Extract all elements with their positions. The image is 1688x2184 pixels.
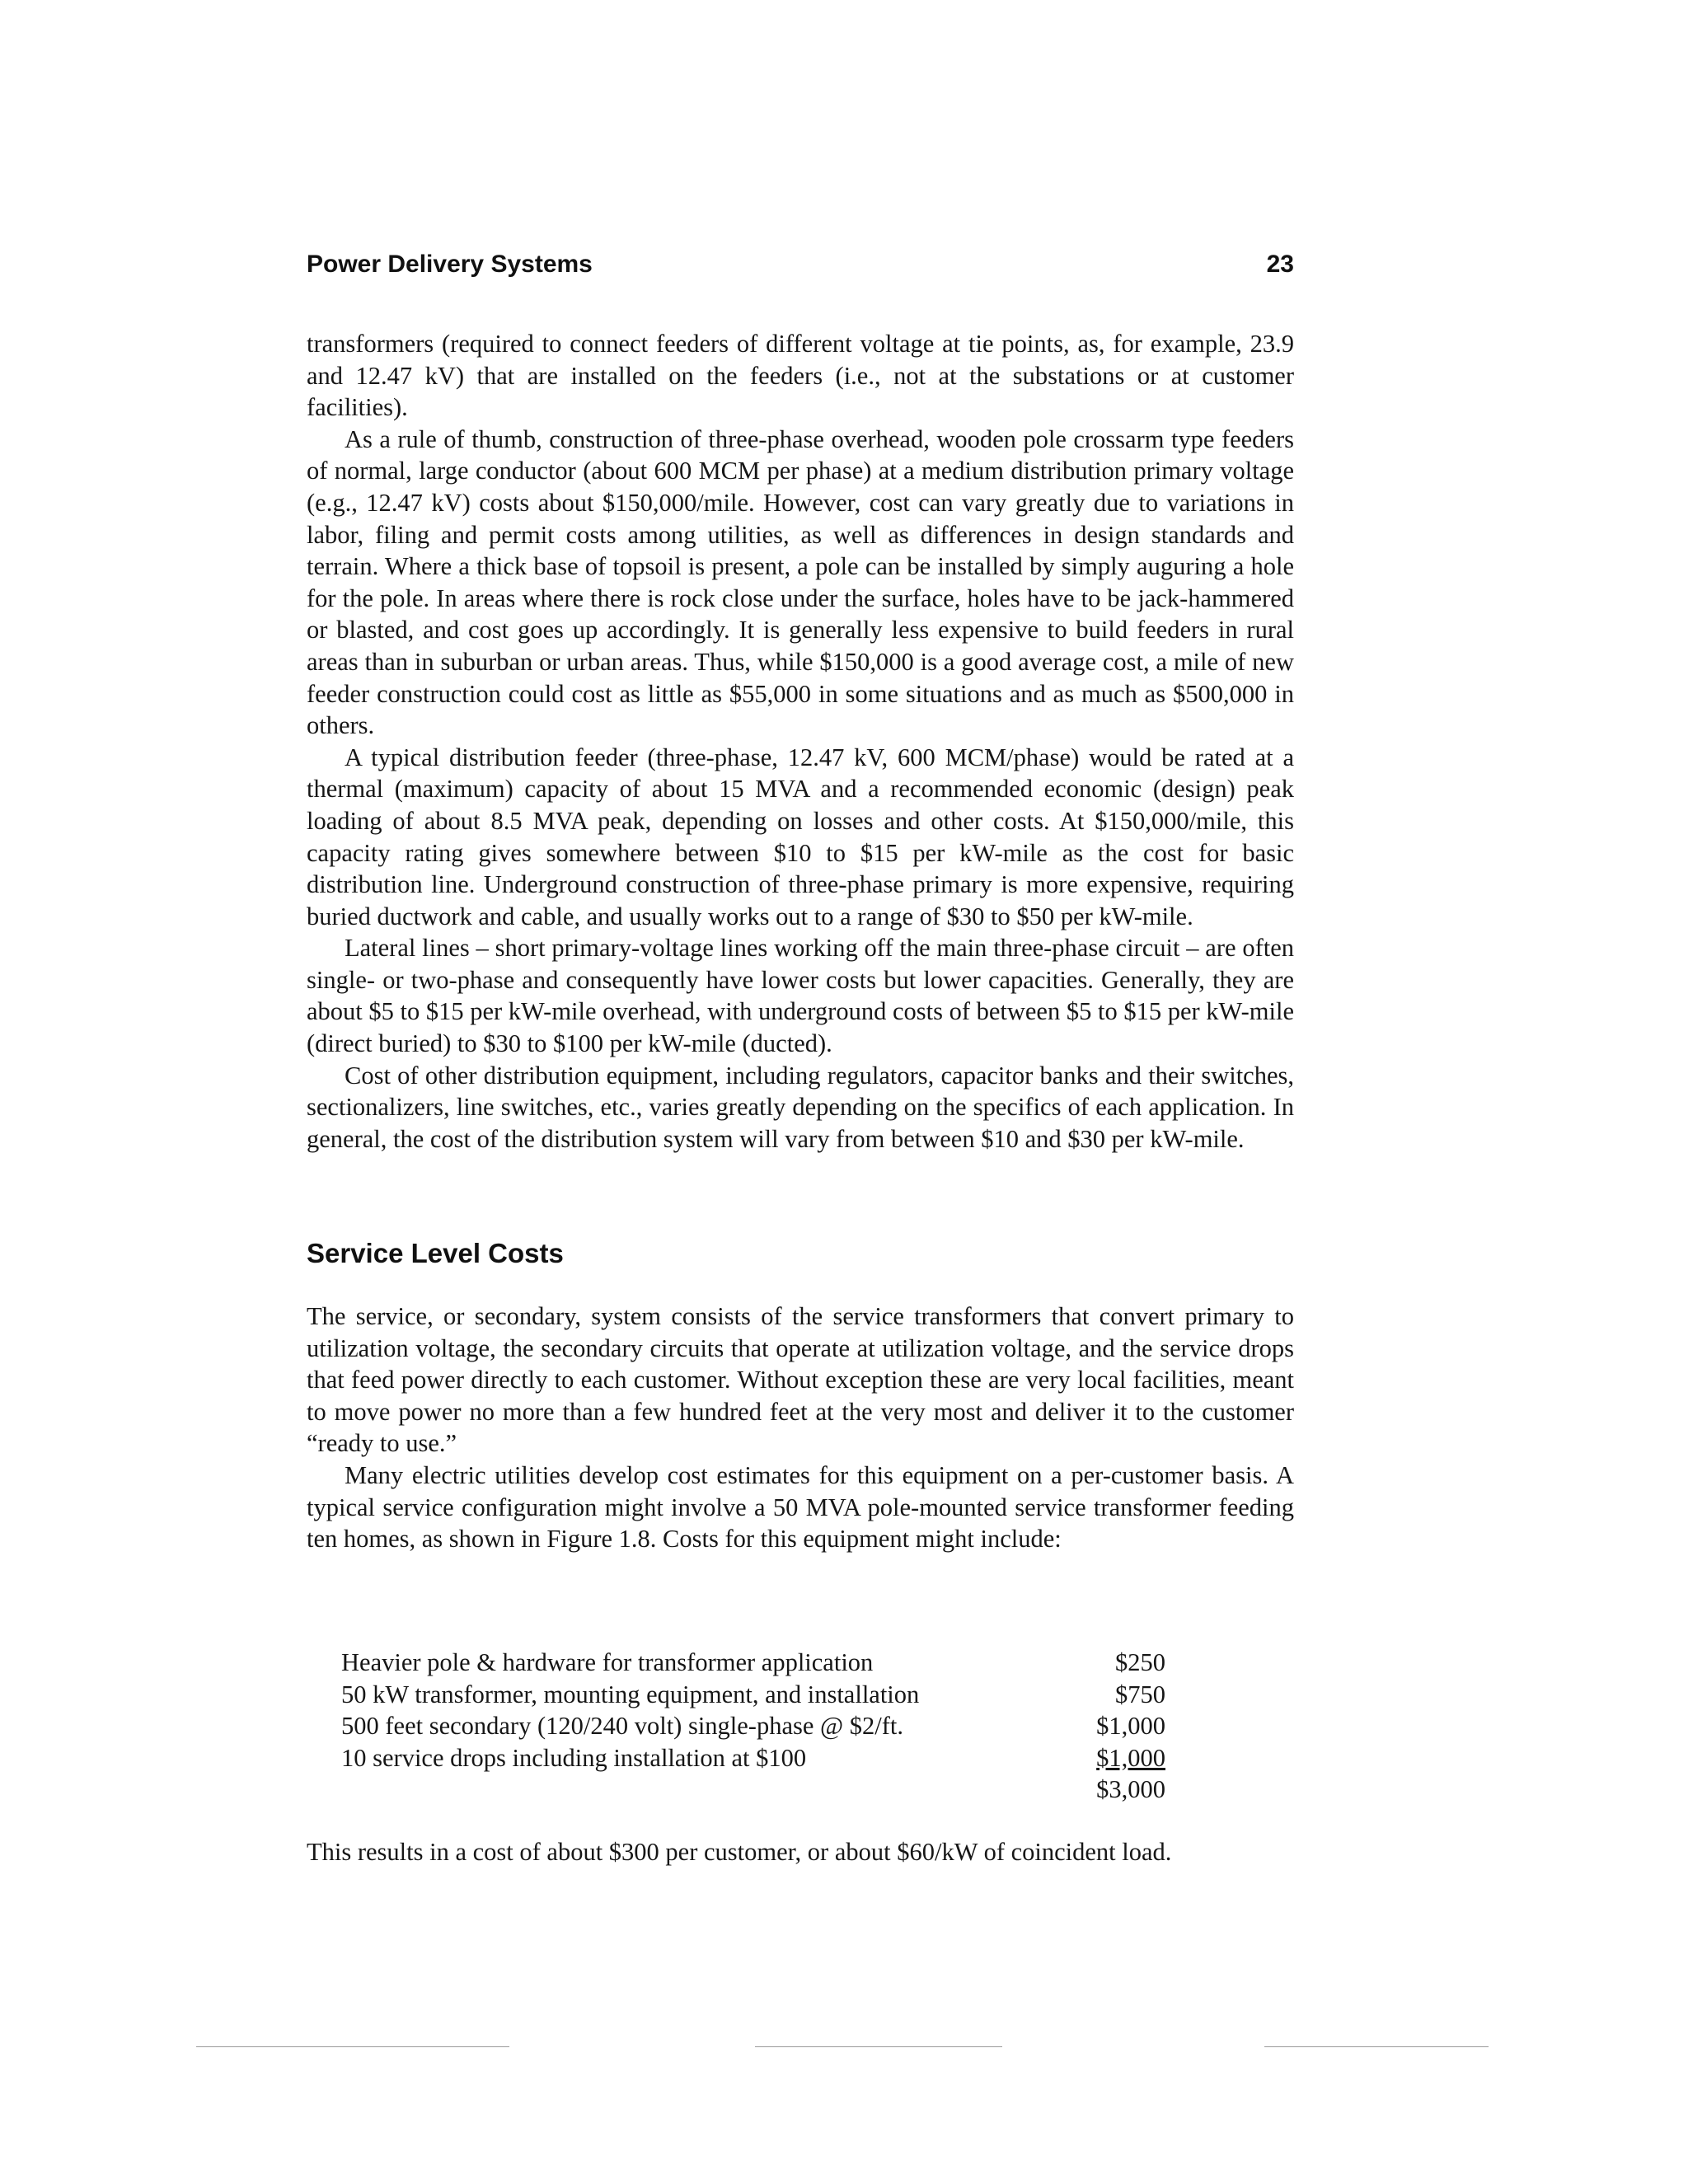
paragraph-other-equipment: Cost of other distribution equipment, including regulators, capacitor banks and their switches, sectionalizers, line switches, etc., varies greatly depending on the specifics of each application. In general, the cost of the distribution system will vary from between $10 and $30 per kW-mile. [307,1061,1294,1153]
cost-total: $3,000 [1096,1775,1165,1804]
paragraph-continuation: transformers (required to connect feeders of different voltage at tie points, as, for example, 23.9 and 12.47 kV) that are installed on the feeders (i.e., not at the substations or at customer facilities). [307,330,1294,422]
page-header [307,251,1294,279]
paragraph-feeder-construction-cost: As a rule of thumb, construction of three-phase overhead, wooden pole crossarm type feeders of normal, large conductor (about 600 MCM per phase) at a medium distribution primary voltage (e.g., 12.47 kV) costs about $150,000/mile. However, cost can vary greatly due to variations in labor, filing and permit costs among utilities, as well as differences in design standards and terrain. Where a thick base of topsoil is present, a pole can be installed by simply auguring a hole for the pole. In areas where there is rock close under the surface, holes have to be jack-hammered or blasted, and cost goes up accordingly. It is generally less expensive to build feeders in rural areas than in suburban or urban areas. Thus, while $150,000 is a good average cost, a mile of new feeder construction could cost as little as $55,000 in some situations and as much as $500,000 in others. [307,424,1294,740]
body-text [307,328,1294,1155]
section-heading: Service Level Costs [307,1238,564,1268]
cost-item: 10 service drops including installation at $100 [341,1743,807,1772]
paragraph-per-customer-estimates: Many electric utilities develop cost estimates for this equipment on a per-customer basis. A typical service configuration might involve a 50 MVA pole-mounted service transformer feeding ten homes, as shown in Figure 1.8. Costs for this equipment might include: [307,1460,1294,1554]
table-row [341,1710,1165,1742]
service-section-text [307,1301,1294,1555]
table-row [341,1679,1165,1711]
cost-amount: $1,000 [1096,1712,1165,1741]
table-row [341,1742,1165,1774]
table-row [341,1647,1165,1679]
cost-item: Heavier pole & hardware for transformer application [341,1648,874,1676]
paragraph-lateral-lines: Lateral lines – short primary-voltage lines working off the main three-phase circuit – are often single- or two-phase and consequently have lower costs but lower capacities. Generally, they are about $5 to $15 per kW-mile overhead, with underground costs of between $5 to $15 per kW-mile (direct buried) to $30 to $100 per kW-mile (ducted). [307,934,1294,1058]
table-total-row [341,1774,1165,1806]
cost-table [341,1647,1165,1806]
cost-amount: $250 [1115,1648,1165,1676]
cost-amount: $1,000 [1096,1743,1165,1772]
running-title: Power Delivery Systems [307,251,593,278]
page-number: 23 [1266,251,1294,278]
scan-artifact-line [196,2046,509,2047]
scan-artifact-line [755,2046,1002,2047]
paragraph-service-system: The service, or secondary, system consists of the service transformers that convert primary to utilization voltage, the secondary circuits that operate at utilization voltage, and the service drops that feed power directly to each customer. Without exception these are very local facilities, meant to move power no more than a few hundred feet at the very most and deliver it to the customer “ready to use.” [307,1302,1294,1458]
cost-item: 50 kW transformer, mounting equipment, and installation [341,1680,920,1708]
cost-item: 500 feet secondary (120/240 volt) single-phase @ $2/ft. [341,1712,903,1741]
cost-amount: $750 [1115,1680,1165,1708]
scan-artifact-line [1264,2046,1489,2047]
closing-sentence: This results in a cost of about $300 per customer, or about $60/kW of coincident load. [307,1838,1172,1866]
paragraph-feeder-capacity: A typical distribution feeder (three-phase, 12.47 kV, 600 MCM/phase) would be rated at a thermal (maximum) capacity of about 15 MVA and a recommended economic (design) peak loading of about 8.5 MVA peak, depending on losses and other costs. At $150,000/mile, this capacity rating gives somewhere between $10 to $15 per kW-mile as the cost for basic distribution line. Underground construction of three-phase primary is more expensive, requiring buried ductwork and cable, and usually works out to a range of $30 to $50 per kW-mile. [307,743,1294,930]
